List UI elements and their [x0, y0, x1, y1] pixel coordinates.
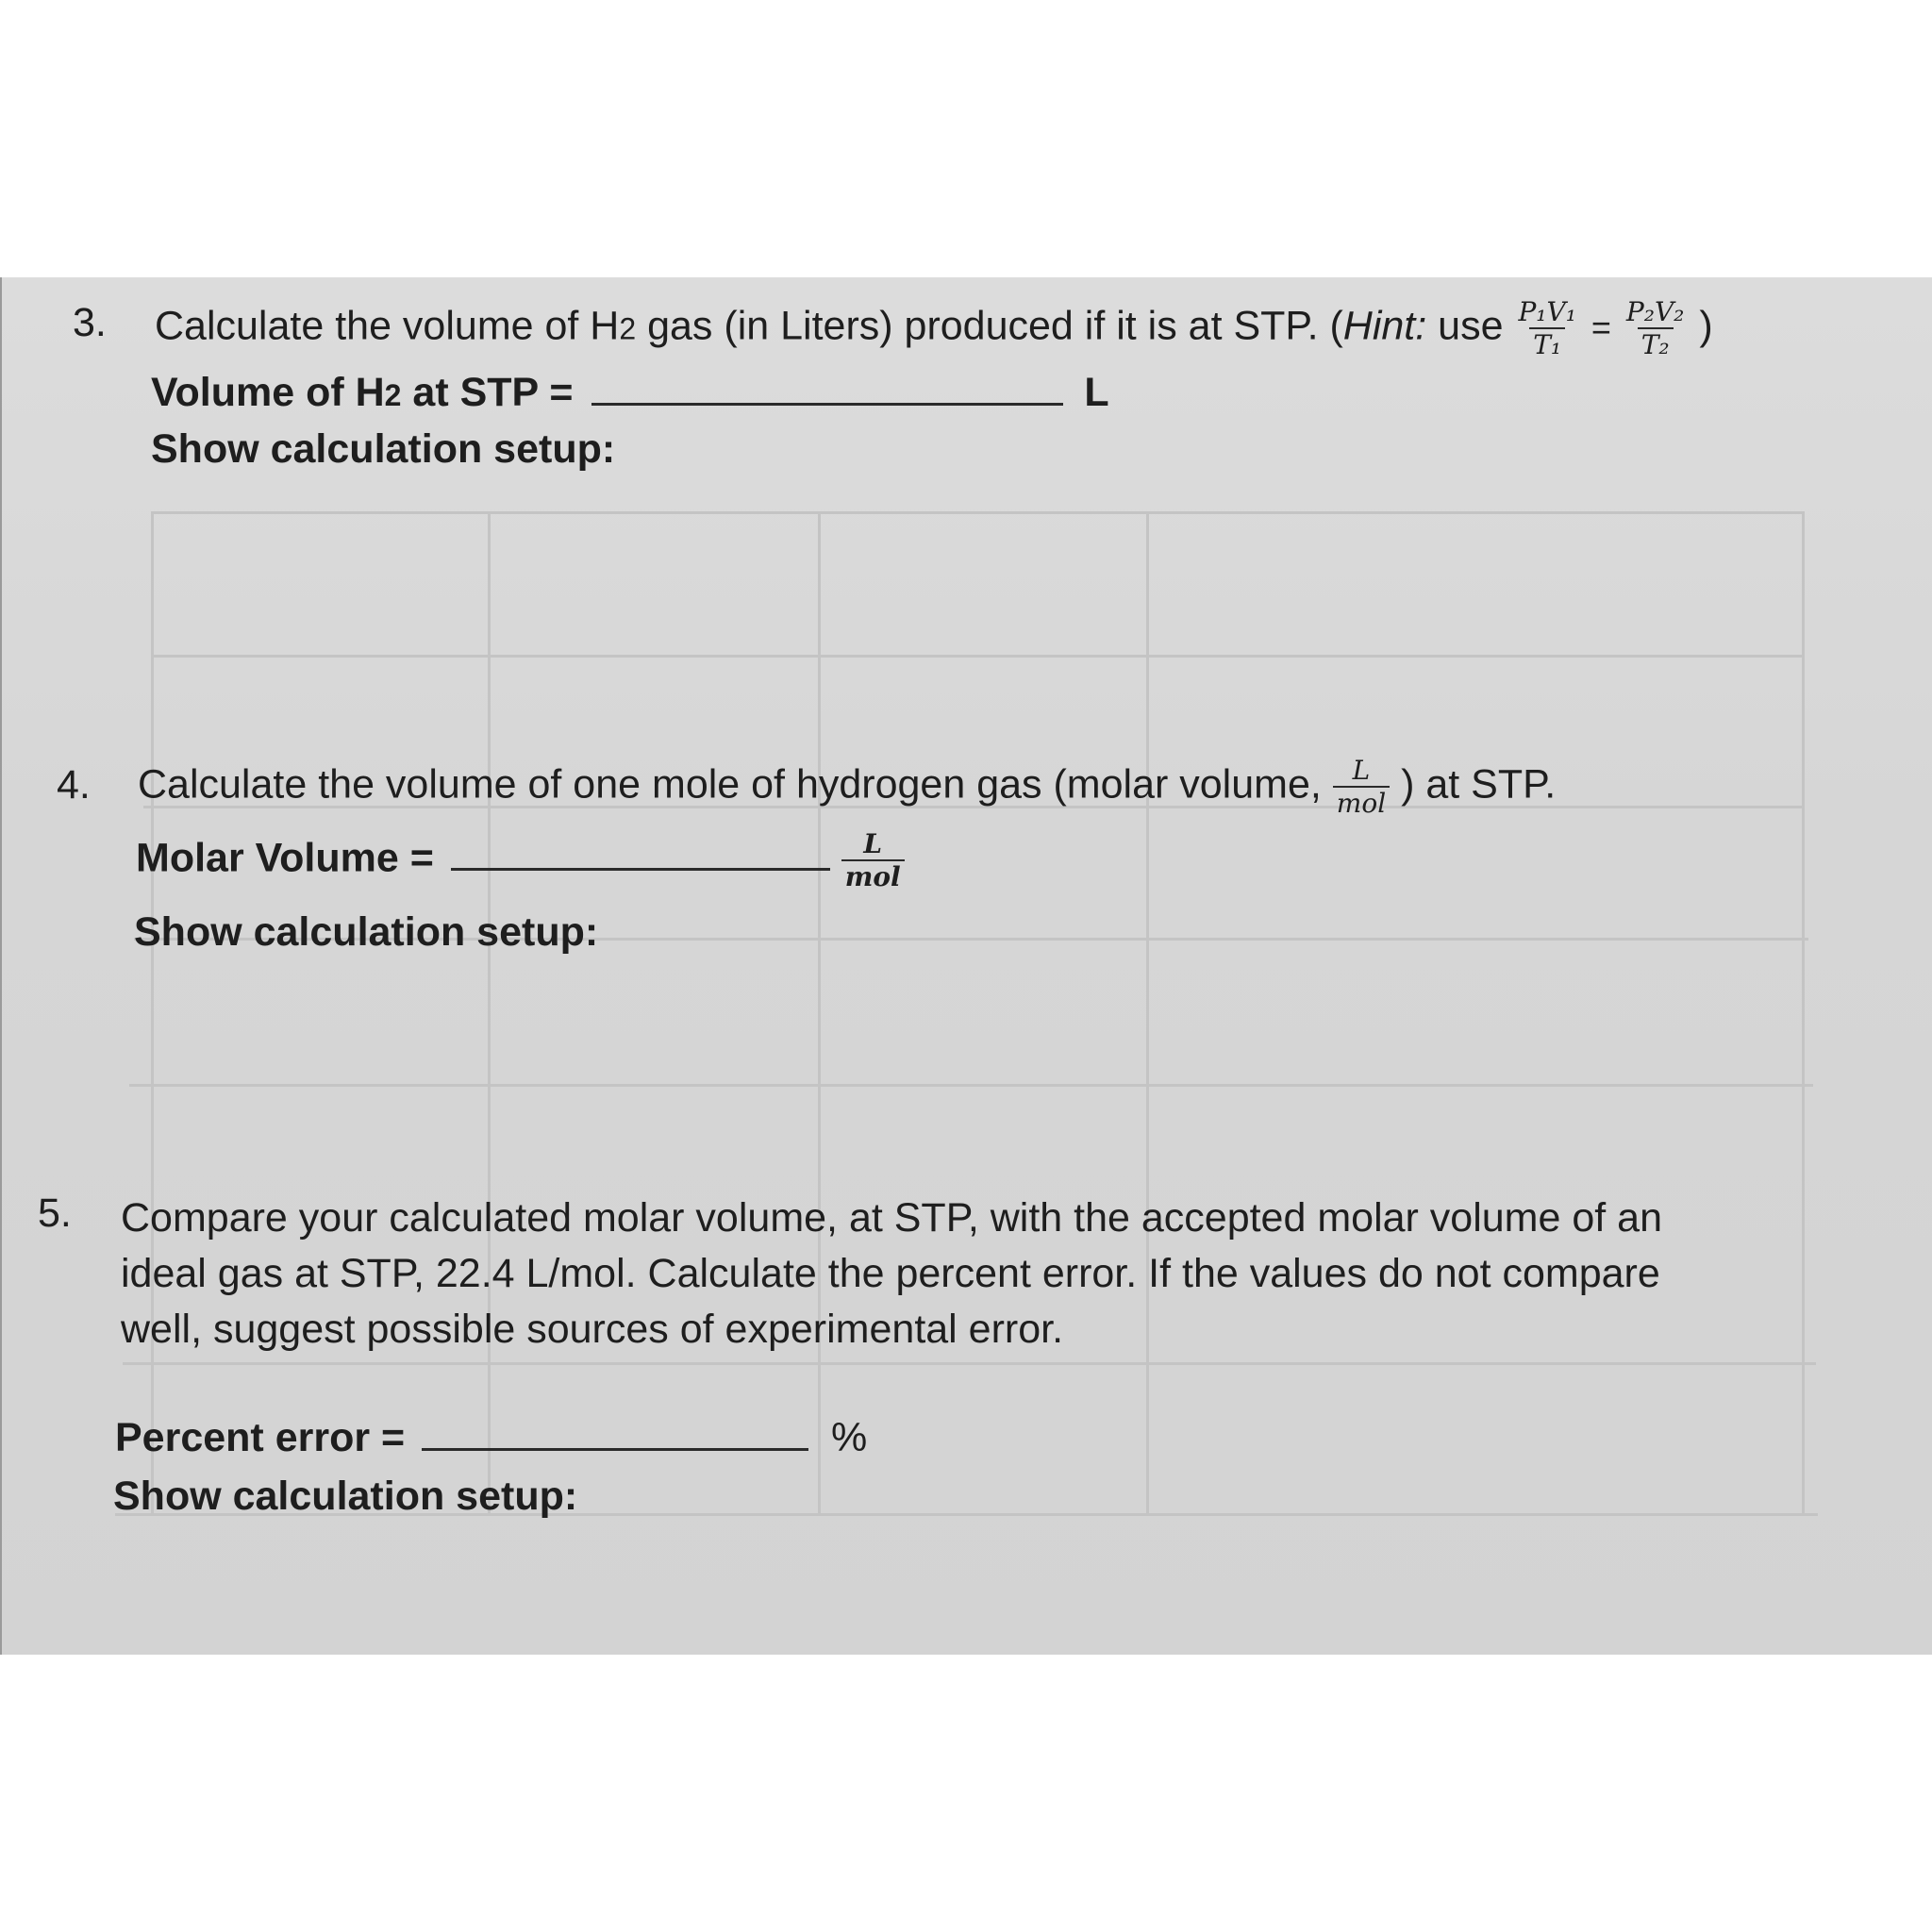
fraction-denominator: T₁ [1529, 327, 1565, 360]
percent-error-answer-blank[interactable] [422, 1448, 808, 1451]
bleed-table-line [123, 1362, 1816, 1365]
unit-fraction [841, 828, 905, 892]
unit-label: L [1084, 370, 1109, 415]
question-5-line: well, suggest possible sources of experimental error. [121, 1307, 1064, 1352]
question-4-text: Calculate the volume of one mole of hydrogen gas (molar volume, [138, 761, 1333, 808]
question-5-prompt [121, 1191, 1800, 1357]
fraction-denominator: mol [1333, 786, 1390, 819]
question-3-text: Calculate the volume of H [155, 303, 620, 349]
bleed-table-line [151, 511, 154, 1513]
bleed-table-line [129, 1084, 1813, 1087]
fraction-denominator: mol [841, 859, 905, 892]
subscript: 2 [384, 378, 402, 412]
bleed-table-line [151, 655, 1804, 658]
liters-per-mole-fraction [1333, 755, 1390, 819]
combined-gas-law-left [1514, 296, 1580, 360]
question-5-number: 5. [38, 1191, 72, 1236]
question-5-answer-line [115, 1415, 867, 1461]
fraction-numerator: P₂V₂ [1625, 296, 1685, 327]
unit-label: % [831, 1415, 868, 1460]
question-4-setup-label: Show calculation setup: [134, 909, 599, 955]
worksheet-page [0, 277, 1932, 1655]
fraction-denominator: T₂ [1638, 327, 1674, 360]
question-5-line: Compare your calculated molar volume, at STP, with the accepted molar volume of an [121, 1195, 1662, 1241]
answer-label: Volume of H [151, 370, 385, 415]
fraction-numerator: L [1352, 755, 1371, 786]
fraction-numerator: P₁V₁ [1518, 296, 1576, 327]
equals-sign: = [1591, 308, 1611, 347]
answer-label-suffix: at STP = [401, 370, 574, 415]
volume-answer-blank[interactable] [591, 403, 1063, 406]
combined-gas-law-right [1623, 296, 1689, 360]
bleed-table-line [1146, 511, 1149, 1513]
question-4-answer-line [136, 828, 905, 892]
hint-text: use [1426, 303, 1515, 349]
question-3-number: 3. [73, 300, 107, 345]
closing-paren: ) [1699, 303, 1713, 349]
question-4-number: 4. [57, 762, 91, 808]
question-3-setup-label: Show calculation setup: [151, 426, 616, 472]
bleed-table-line [488, 511, 491, 1513]
molar-volume-answer-blank[interactable] [451, 868, 830, 871]
fraction-numerator: L [863, 828, 883, 859]
question-5-setup-label: Show calculation setup: [113, 1474, 578, 1519]
subscript: 2 [619, 311, 637, 346]
hint-label: Hint: [1342, 303, 1427, 349]
question-3-text-after: gas (in Liters) produced if it is at STP. ( [636, 303, 1343, 349]
question-4-prompt [138, 755, 1556, 819]
question-5-line: ideal gas at STP, 22.4 L/mol. Calculate the percent error. If the values do not compare [121, 1251, 1660, 1296]
question-4-text-after: ) at STP. [1401, 761, 1557, 808]
question-3-prompt [155, 296, 1713, 360]
answer-label: Percent error = [115, 1415, 406, 1460]
question-3-answer-line [151, 370, 1109, 416]
answer-label: Molar Volume = [136, 835, 434, 881]
bleed-table-line [151, 511, 1804, 514]
bleed-table-line [1802, 511, 1805, 1513]
bleed-table-line [818, 511, 821, 1513]
